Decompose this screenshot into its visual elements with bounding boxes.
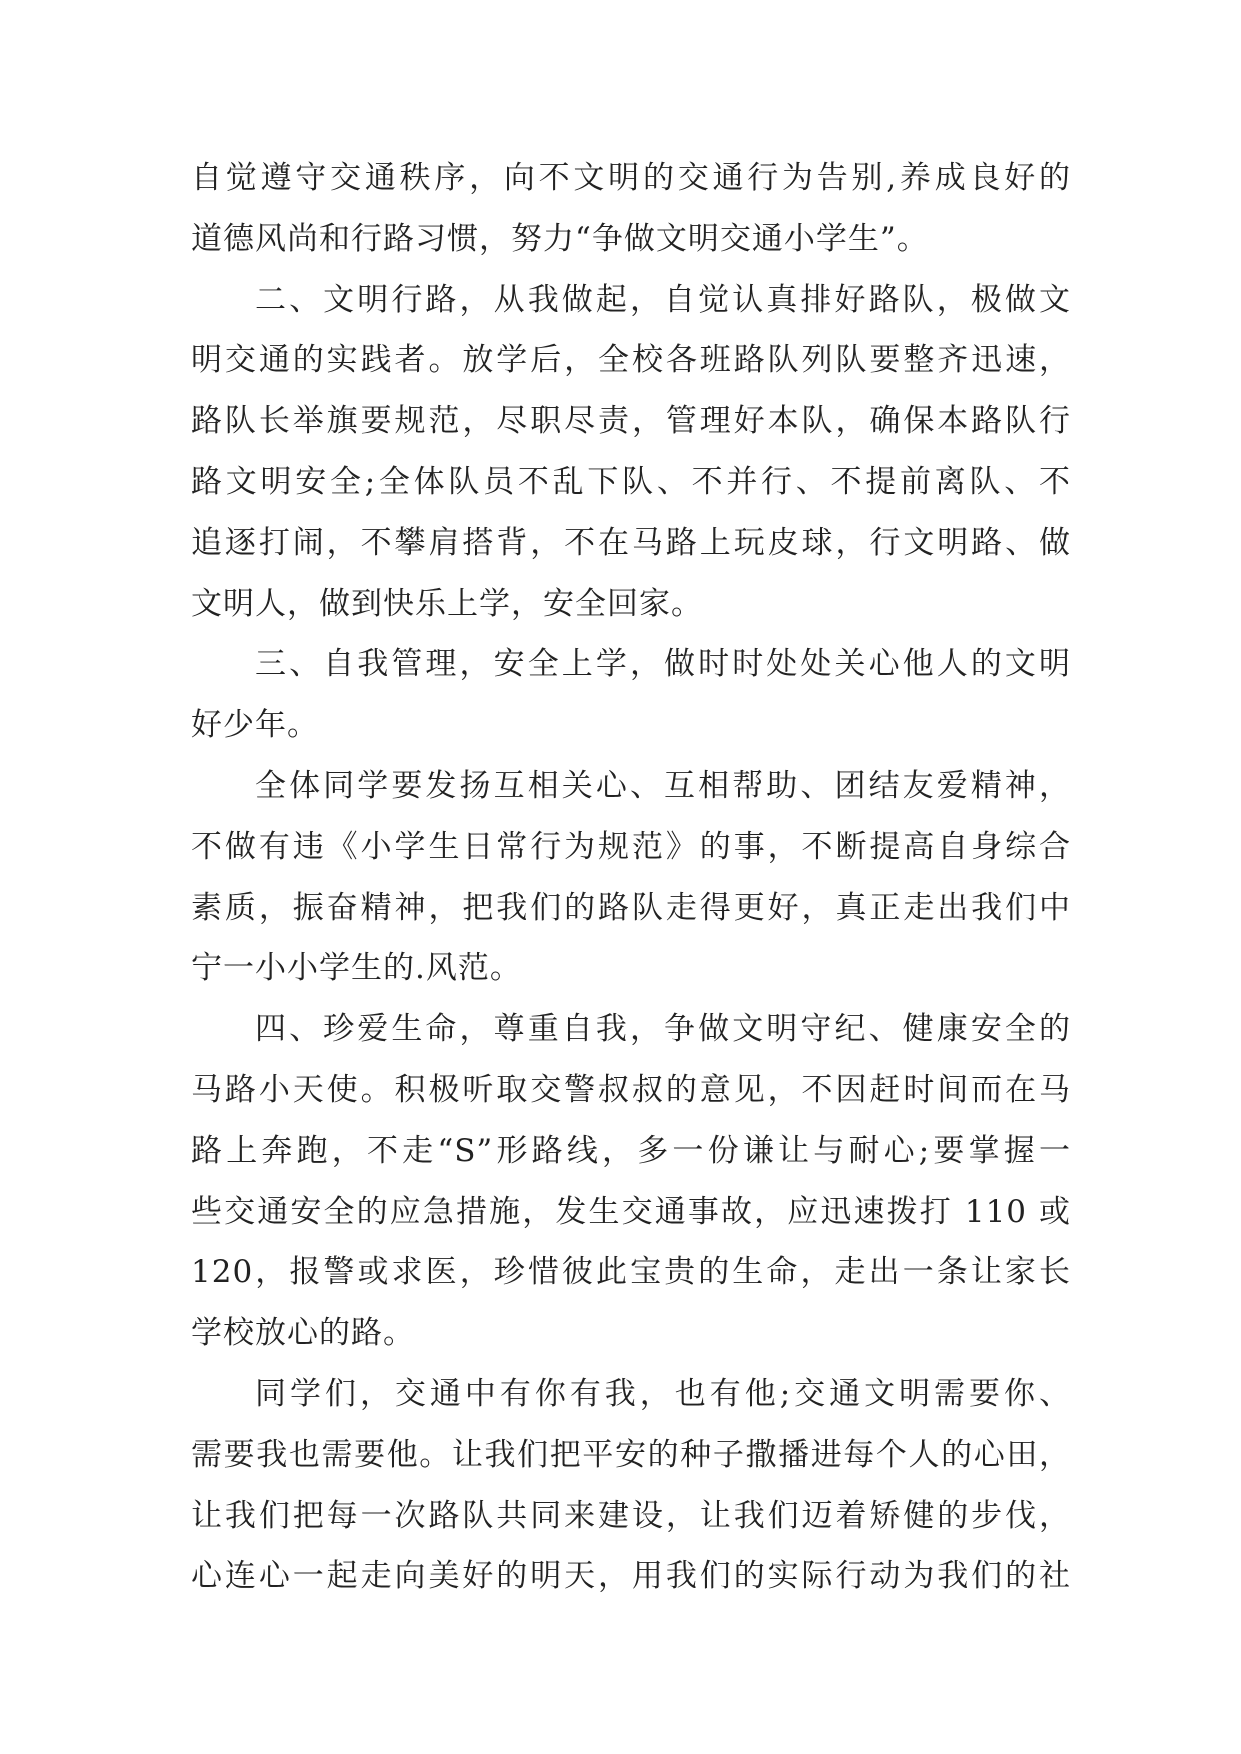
text-line: 路文明安全;全体队员不乱下队、不并行、不提前离队、不: [191, 463, 1071, 500]
document-body: [191, 160, 1071, 1619]
text-line: 同学们，交通中有你有我，也有他;交通文明需要你、: [255, 1375, 1071, 1412]
text-line: 马路小天使。积极听取交警叔叔的意见，不因赶时间而在马: [191, 1071, 1071, 1108]
text-line: 素质，振奋精神，把我们的路队走得更好，真正走出我们中: [191, 889, 1071, 926]
text-line: 四、珍爱生命，尊重自我，争做文明守纪、健康安全的: [255, 1011, 1071, 1048]
text-line: 好少年。: [191, 707, 319, 744]
text-line: 学校放心的路。: [191, 1315, 415, 1352]
text-line: 三、自我管理，安全上学，做时时处处关心他人的文明: [255, 646, 1071, 683]
text-line: 道德风尚和行路习惯，努力“争做文明交通小学生”。: [191, 220, 929, 257]
text-line: 全体同学要发扬互相关心、互相帮助、团结友爱精神，: [255, 767, 1071, 804]
text-line: 文明人，做到快乐上学，安全回家。: [191, 585, 703, 622]
text-line: 宁一小小学生的.风范。: [191, 950, 522, 987]
text-line: 明交通的实践者。放学后，全校各班路队列队要整齐迅速，: [191, 342, 1071, 379]
text-line: 不做有违《小学生日常行为规范》的事，不断提高自身综合: [191, 828, 1071, 865]
text-line: 些交通安全的应急措施，发生交通事故，应迅速拨打 110 或: [191, 1193, 1071, 1230]
text-line: 120，报警或求医，珍惜彼此宝贵的生命，走出一条让家长: [191, 1254, 1071, 1291]
text-line: 自觉遵守交通秩序，向不文明的交通行为告别,养成良好的: [191, 160, 1071, 196]
text-line: 心连心一起走向美好的明天，用我们的实际行动为我们的社: [191, 1558, 1071, 1595]
text-line: 路上奔跑，不走“S”形路线，多一份谦让与耐心;要掌握一: [191, 1132, 1071, 1169]
text-line: 需要我也需要他。让我们把平安的种子撒播进每个人的心田，: [191, 1436, 1071, 1473]
text-line: 路队长举旗要规范，尽职尽责，管理好本队，确保本路队行: [191, 403, 1071, 440]
text-line: 让我们把每一次路队共同来建设，让我们迈着矫健的步伐，: [191, 1497, 1071, 1534]
text-line: 追逐打闹，不攀肩搭背，不在马路上玩皮球，行文明路、做: [191, 524, 1071, 561]
text-line: 二、文明行路，从我做起，自觉认真排好路队，极做文: [255, 281, 1071, 318]
text-lines: [191, 160, 1071, 1619]
